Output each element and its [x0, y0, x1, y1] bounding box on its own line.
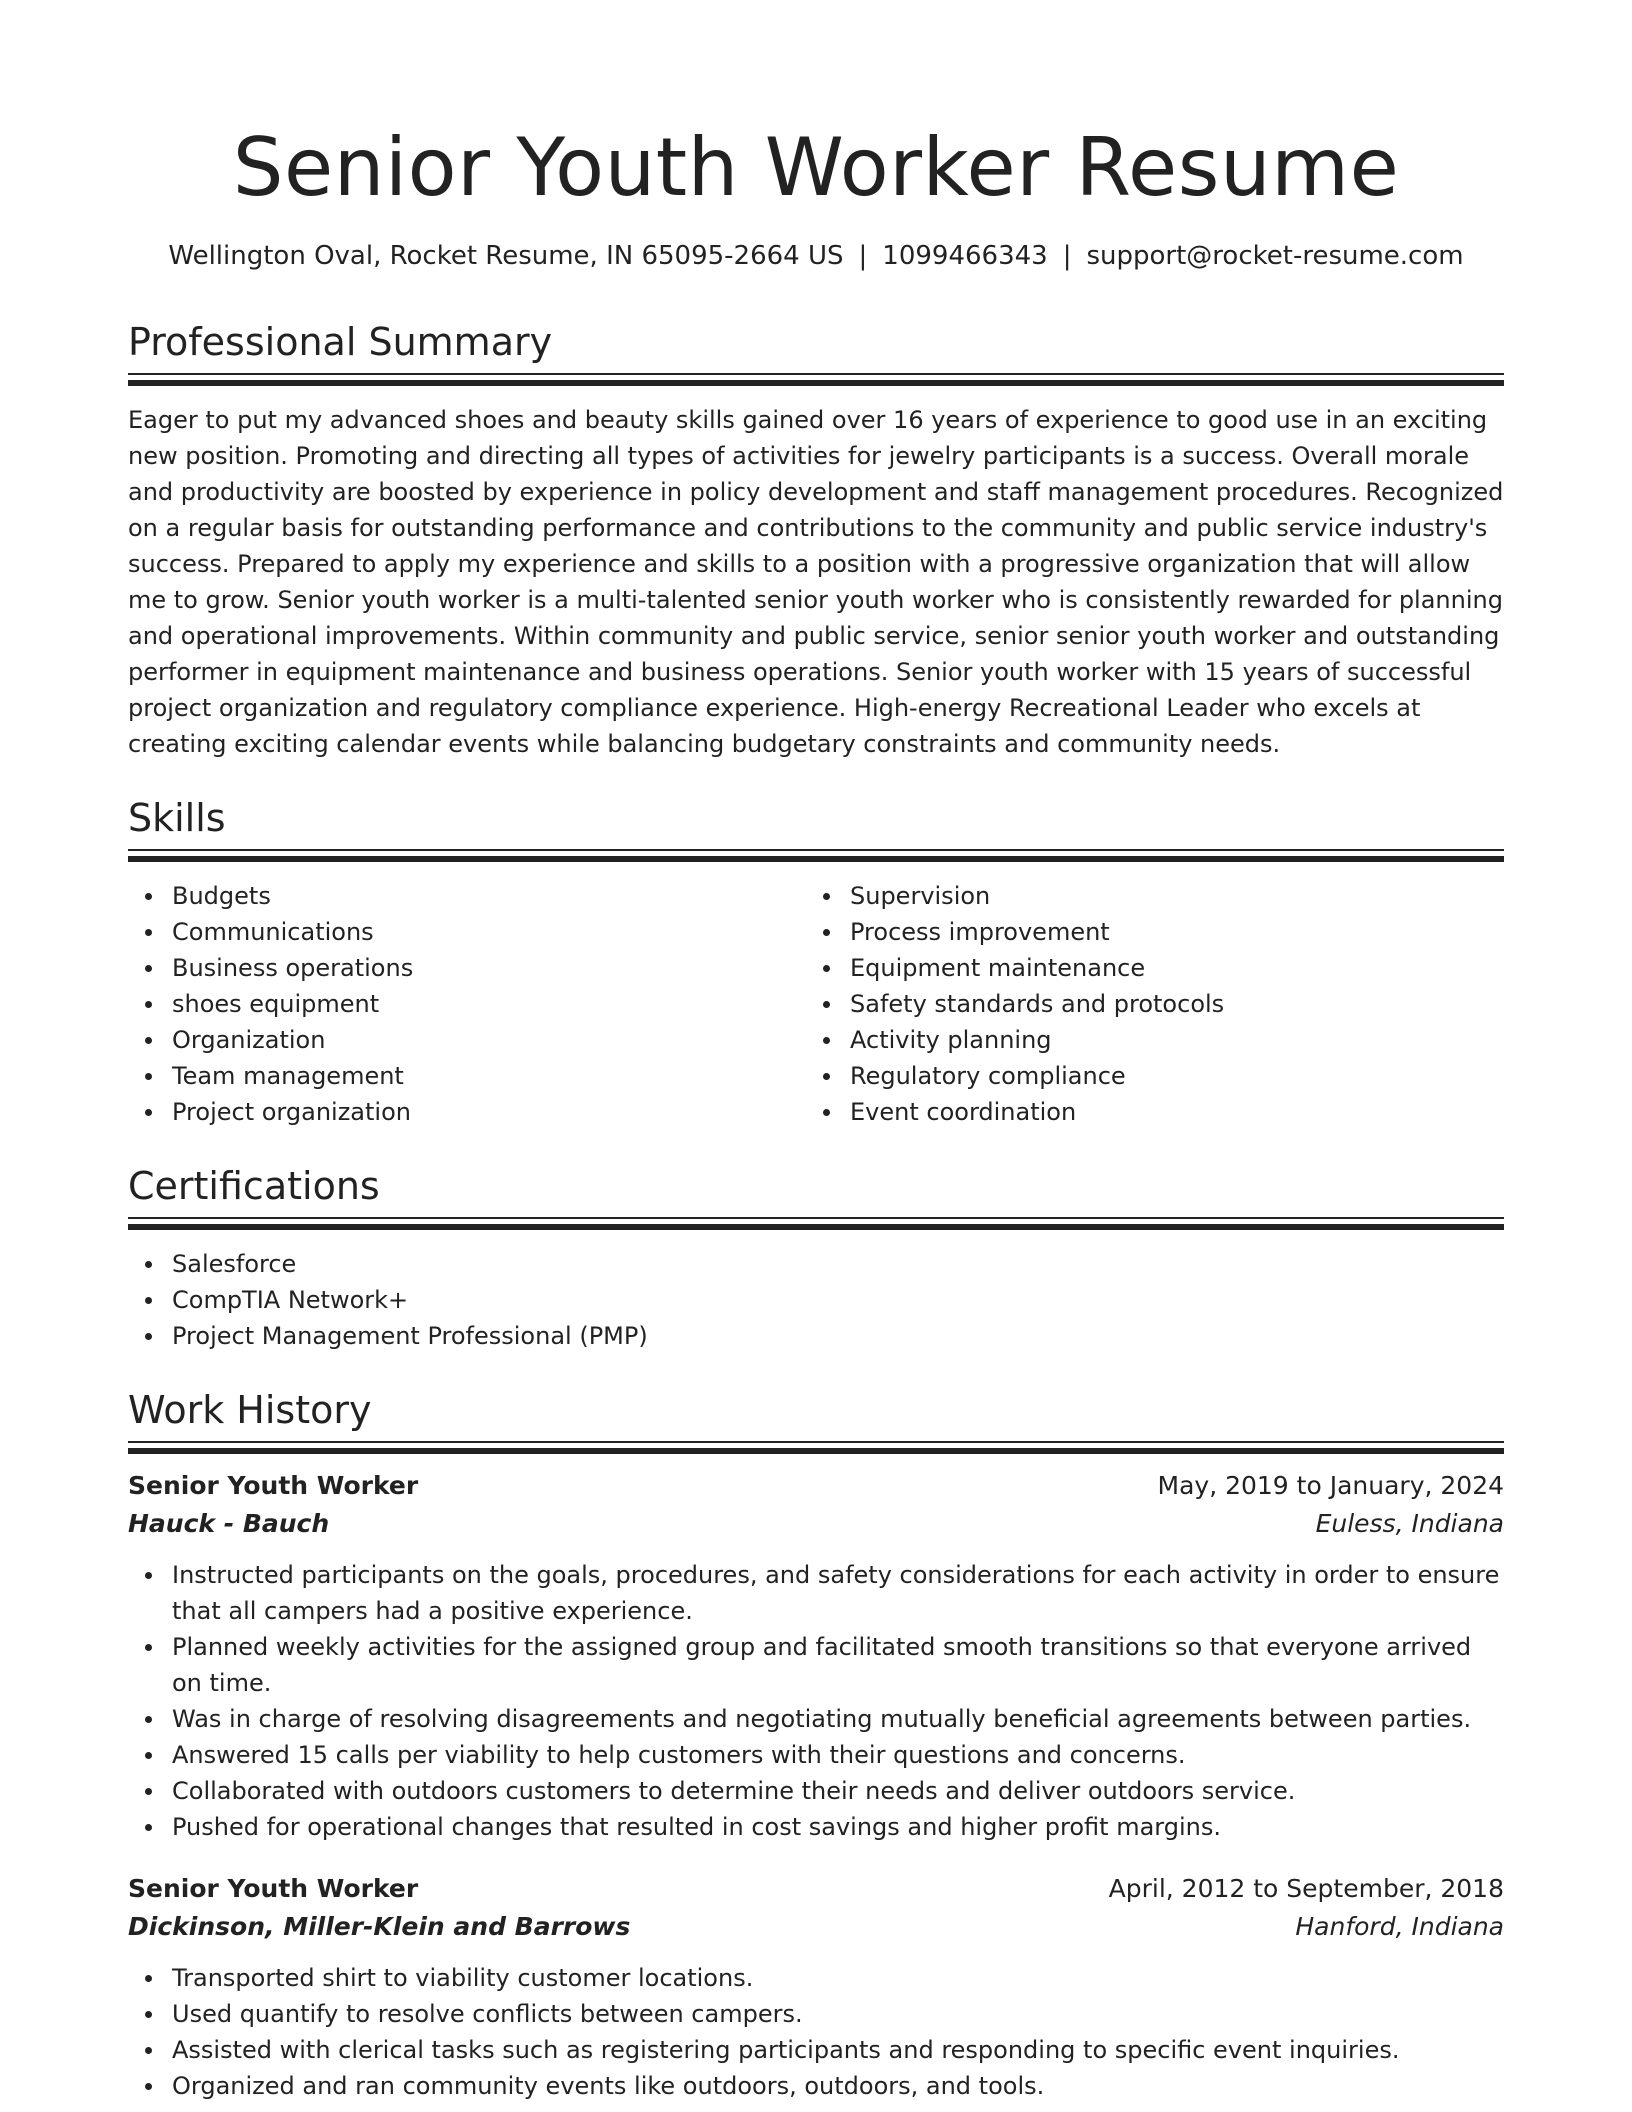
- skill-item: shoes equipment: [128, 986, 806, 1022]
- section-divider: [128, 1441, 1504, 1455]
- job-header: [128, 1870, 1504, 1908]
- skill-item: Activity planning: [806, 1022, 1484, 1058]
- job-location: Euless, Indiana: [1315, 1509, 1504, 1538]
- skill-item: Communications: [128, 914, 806, 950]
- job-title: Senior Youth Worker: [128, 1471, 419, 1500]
- job-subheader: [128, 1908, 1504, 1946]
- section-divider: [128, 1217, 1504, 1231]
- skill-item: Supervision: [806, 878, 1484, 914]
- job-bullet: Transported shirt to viability customer locations.: [128, 1960, 1504, 1996]
- contact-line: [128, 239, 1504, 273]
- certification-item: CompTIA Network+: [128, 1282, 1504, 1318]
- contact-email: support@rocket-resume.com: [1086, 241, 1464, 271]
- skills-grid: [128, 878, 1504, 1130]
- job-bullet: Organized and ran community events like outdoors, outdoors, and tools.: [128, 2068, 1504, 2104]
- job-bullet: Answered 15 calls per viability to help customers with their questions and concerns.: [128, 1737, 1504, 1773]
- contact-separator: |: [858, 241, 868, 271]
- contact-phone: 1099466343: [882, 241, 1048, 271]
- job-bullet-list: [128, 1557, 1504, 1845]
- certifications-list: [128, 1246, 1504, 1354]
- section-divider: [128, 849, 1504, 863]
- work-history-heading: Work History: [128, 1388, 372, 1432]
- job-title: Senior Youth Worker: [128, 1874, 419, 1903]
- job-bullet: Assisted with clerical tasks such as registering participants and responding to specific event inquiries.: [128, 2032, 1504, 2068]
- skill-item: Regulatory compliance: [806, 1058, 1484, 1094]
- job-bullet: Instructed participants on the goals, procedures, and safety considerations for each activity in order to ensure that all campers had a positive experience.: [128, 1557, 1504, 1629]
- skills-section: [128, 793, 1504, 1130]
- skill-item: Project organization: [128, 1094, 806, 1130]
- certification-item: Project Management Professional (PMP): [128, 1318, 1504, 1354]
- job-subheader: [128, 1505, 1504, 1543]
- skill-item: Organization: [128, 1022, 806, 1058]
- skills-heading: Skills: [128, 796, 226, 840]
- section-divider: [128, 373, 1504, 387]
- summary-section: [128, 317, 1504, 762]
- contact-separator: |: [1062, 241, 1072, 271]
- job-bullet: Planned weekly activities for the assigned group and facilitated smooth transitions so that everyone arrived on time.: [128, 1629, 1504, 1701]
- job-company: Hauck - Bauch: [128, 1509, 330, 1538]
- job-bullet: Collaborated with outdoors customers to determine their needs and deliver outdoors service.: [128, 1773, 1504, 1809]
- skill-item: Safety standards and protocols: [806, 986, 1484, 1022]
- skill-item: Budgets: [128, 878, 806, 914]
- resume-title: Senior Youth Worker Resume: [232, 121, 1400, 214]
- job-header: [128, 1467, 1504, 1505]
- job-bullet: Used quantify to resolve conflicts between campers.: [128, 1996, 1504, 2032]
- job-entry: [128, 1467, 1504, 1845]
- summary-text: Eager to put my advanced shoes and beauty skills gained over 16 years of experience to good use in an exciting new position. Promoting and directing all types of activities for jewelry participants is a success. Overall morale and productivity are boosted by experience in policy development and staff management procedures. Recognized on a regular basis for outstanding performance and contributions to the community and public service industry's success. Prepared to apply my experience and skills to a position with a progressive organization that will allow me to grow. Senior youth worker is a multi-talented senior youth worker who is consistently rewarded for planning and operational improvements. Within community and public service, senior senior youth worker and outstanding performer in equipment maintenance and business operations. Senior youth worker with 15 years of successful project organization and regulatory compliance experience. High-energy Recreational Leader who excels at creating exciting calendar events while balancing budgetary constraints and community needs.: [128, 406, 1504, 758]
- summary-heading: Professional Summary: [128, 320, 553, 364]
- job-bullet: Was in charge of resolving disagreements and negotiating mutually beneficial agreements between parties.: [128, 1701, 1504, 1737]
- job-location: Hanford, Indiana: [1295, 1912, 1504, 1941]
- job-dates: April, 2012 to September, 2018: [1108, 1874, 1504, 1903]
- certifications-heading: Certifications: [128, 1164, 380, 1208]
- skill-item: Process improvement: [806, 914, 1484, 950]
- contact-address: Wellington Oval, Rocket Resume, IN 65095-2664 US: [168, 241, 844, 271]
- skill-item: Team management: [128, 1058, 806, 1094]
- skills-column-left: [128, 878, 806, 1130]
- job-bullet: Pushed for operational changes that resulted in cost savings and higher profit margins.: [128, 1809, 1504, 1845]
- job-company: Dickinson, Miller-Klein and Barrows: [128, 1912, 631, 1941]
- skills-column-right: [806, 878, 1484, 1130]
- job-bullet-list: [128, 1960, 1504, 2104]
- work-history-section: [128, 1385, 1504, 2104]
- skill-item: Business operations: [128, 950, 806, 986]
- certification-item: Salesforce: [128, 1246, 1504, 1282]
- skill-item: Equipment maintenance: [806, 950, 1484, 986]
- job-entry: [128, 1870, 1504, 2104]
- skill-item: Event coordination: [806, 1094, 1484, 1130]
- job-dates: May, 2019 to January, 2024: [1157, 1471, 1504, 1500]
- certifications-section: [128, 1161, 1504, 1354]
